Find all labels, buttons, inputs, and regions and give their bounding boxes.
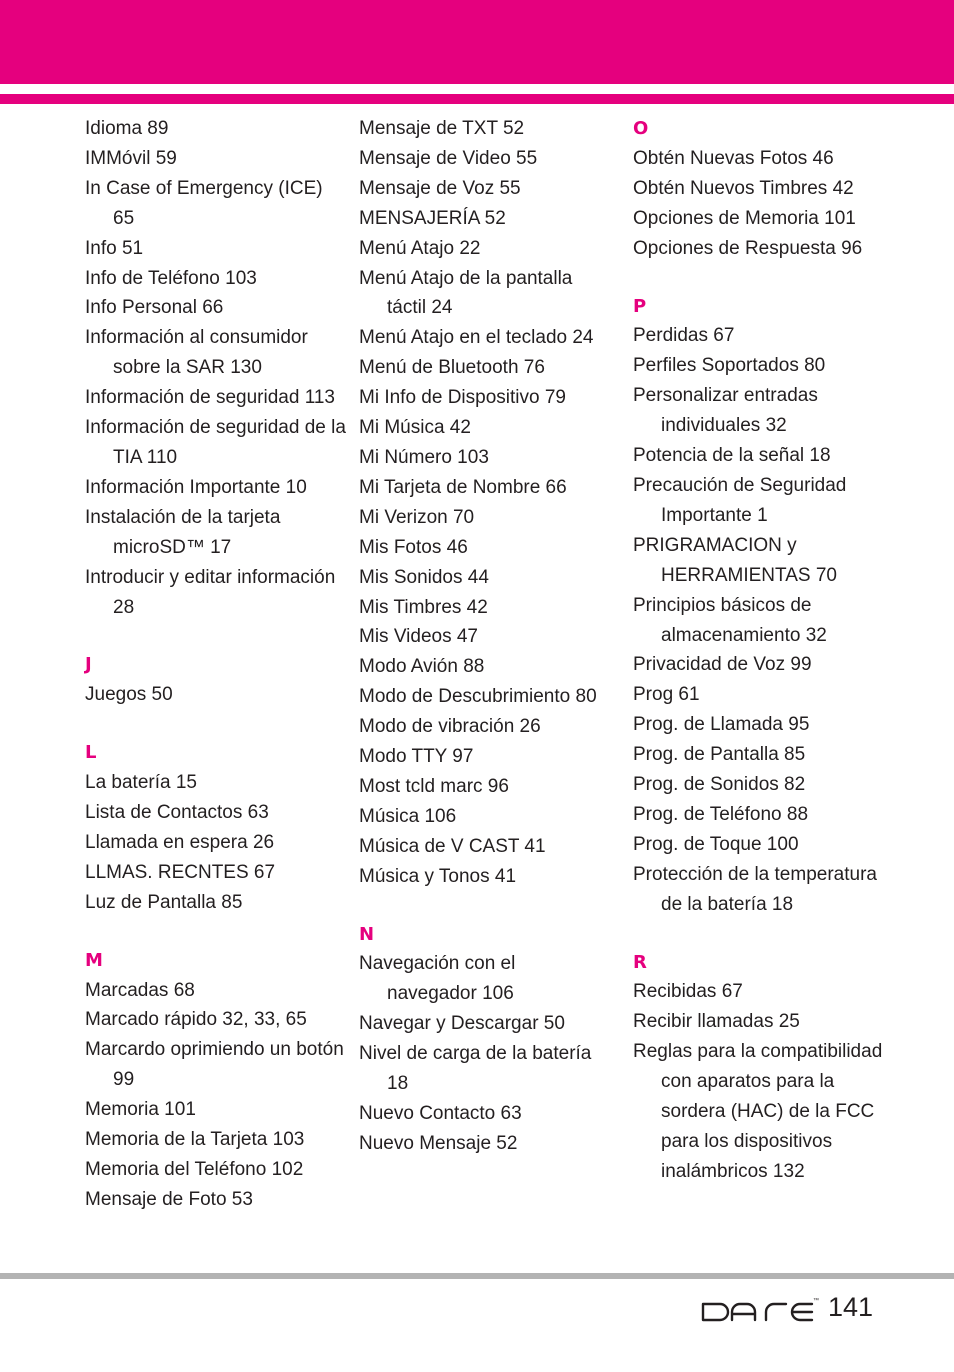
index-entry: Información Importante 10 bbox=[85, 476, 307, 498]
index-entry: Mensaje de Video 55 bbox=[359, 147, 538, 169]
index-entry: Opciones de Respuesta 96 bbox=[633, 237, 863, 259]
index-entry: Prog. de Toque 100 bbox=[633, 833, 799, 855]
index-entry: Perdidas 67 bbox=[633, 325, 735, 347]
index-entry: Most tcld marc 96 bbox=[359, 775, 509, 797]
index-entry: Navegar y Descargar 50 bbox=[359, 1013, 565, 1035]
index-entry: Marcardo oprimiendo un botón 99 bbox=[85, 1039, 344, 1091]
index-entry: Prog 61 bbox=[633, 684, 700, 706]
index-entry: Mi Info de Dispositivo 79 bbox=[359, 387, 566, 409]
index-entry: Modo TTY 97 bbox=[359, 746, 474, 768]
index-entry: Instalación de la tarjeta microSD™ 17 bbox=[85, 506, 281, 558]
section-letter: R bbox=[633, 951, 647, 973]
section-letter: L bbox=[85, 742, 97, 764]
index-entry: Obtén Nuevas Fotos 46 bbox=[633, 147, 834, 169]
index-entry: Mensaje de Foto 53 bbox=[85, 1188, 253, 1210]
index-entry: Mis Videos 47 bbox=[359, 626, 478, 648]
index-entry: Música y Tonos 41 bbox=[359, 865, 517, 887]
index-entry: La batería 15 bbox=[85, 772, 197, 794]
index-entry: Juegos 50 bbox=[85, 684, 173, 706]
index-entry: Información de seguridad 113 bbox=[85, 387, 335, 409]
index-entry: Reglas para la compatibilidad con aparatos para la sordera (HAC) de la FCC para los dispositivos inalámbricos 132 bbox=[633, 1041, 883, 1182]
index-entry: Menú Atajo 22 bbox=[359, 237, 481, 259]
index-entry: Privacidad de Voz 99 bbox=[633, 654, 812, 676]
index-entry: Recibir llamadas 25 bbox=[633, 1011, 800, 1033]
index-entry: Memoria 101 bbox=[85, 1099, 196, 1121]
index-entry: Info 51 bbox=[85, 237, 144, 259]
index-entry: Prog. de Llamada 95 bbox=[633, 714, 810, 736]
index-column-1 bbox=[85, 114, 347, 1215]
index-entry: Música 106 bbox=[359, 805, 457, 827]
index-entry: Luz de Pantalla 85 bbox=[85, 891, 243, 913]
trademark-mark: ™ bbox=[813, 1298, 819, 1304]
page-footer bbox=[700, 1288, 874, 1332]
index-entry: Mi Verizon 70 bbox=[359, 506, 475, 528]
index-entry: Música de V CAST 41 bbox=[359, 835, 546, 857]
index-entry: Protección de la temperatura de la batería 18 bbox=[633, 863, 877, 915]
index-entry: Info de Teléfono 103 bbox=[85, 267, 257, 289]
index-entry: Menú Atajo de la pantalla táctil 24 bbox=[359, 267, 573, 319]
index-entry: Modo de Descubrimiento 80 bbox=[359, 686, 597, 708]
index-entry: In Case of Emergency (ICE) 65 bbox=[85, 177, 323, 229]
index-entry: Lista de Contactos 63 bbox=[85, 802, 269, 824]
index-entry: Principios básicos de almacenamiento 32 bbox=[633, 594, 827, 646]
index-entry: Información de seguridad de la TIA 110 bbox=[85, 417, 346, 468]
section-letter: O bbox=[633, 118, 649, 139]
index-entry: Nuevo Mensaje 52 bbox=[359, 1132, 518, 1154]
section-letter: J bbox=[85, 654, 92, 676]
index-entry: Prog. de Pantalla 85 bbox=[633, 744, 806, 766]
index-entry: Marcado rápido 32, 33, 65 bbox=[85, 1009, 307, 1031]
index-entry: Información al consumidor sobre la SAR 130 bbox=[85, 327, 308, 379]
header-rule bbox=[0, 94, 954, 104]
index-entry: MENSAJERÍA 52 bbox=[359, 207, 506, 229]
index-entry: Perfiles Soportados 80 bbox=[633, 355, 826, 377]
index-entry: Prog. de Teléfono 88 bbox=[633, 803, 809, 825]
index-entry: Obtén Nuevos Timbres 42 bbox=[633, 177, 854, 199]
index-entry: Marcadas 68 bbox=[85, 979, 195, 1001]
index-entry: Mensaje de TXT 52 bbox=[359, 118, 525, 139]
index-entry: Introducir y editar información 28 bbox=[85, 566, 336, 618]
index-entry: Mis Fotos 46 bbox=[359, 536, 468, 558]
index-entry: Mensaje de Voz 55 bbox=[359, 177, 521, 199]
index-entry: Mi Música 42 bbox=[359, 417, 471, 439]
index-column-3 bbox=[633, 114, 883, 1187]
index-entry: IMMóvil 59 bbox=[85, 147, 177, 169]
section-letter: M bbox=[85, 949, 103, 971]
index-entry: Personalizar entradas individuales 32 bbox=[633, 385, 818, 437]
section-letter: P bbox=[633, 295, 647, 317]
index-entry: Precaución de Seguridad Importante 1 bbox=[633, 474, 847, 526]
footer-rule bbox=[0, 1273, 954, 1279]
dare-logo bbox=[700, 1296, 818, 1326]
index-entry: Menú Atajo en el teclado 24 bbox=[359, 327, 594, 349]
index-entry: Nuevo Contacto 63 bbox=[359, 1103, 522, 1124]
index-entry: Idioma 89 bbox=[85, 118, 169, 139]
index-entry: Info Personal 66 bbox=[85, 297, 224, 319]
index-entry: Recibidas 67 bbox=[633, 981, 743, 1003]
index-entry: Mis Timbres 42 bbox=[359, 596, 488, 618]
index-entry: Mi Tarjeta de Nombre 66 bbox=[359, 476, 567, 498]
index-entry: Modo Avión 88 bbox=[359, 656, 485, 678]
index-entry: LLMAS. RECNTES 67 bbox=[85, 861, 276, 883]
index-entry: Memoria del Teléfono 102 bbox=[85, 1159, 304, 1180]
index-column-2 bbox=[359, 114, 599, 1159]
section-letter: N bbox=[359, 923, 375, 945]
index-entry: Modo de vibración 26 bbox=[359, 716, 541, 738]
header-color-band bbox=[0, 0, 954, 84]
index-entry: Mis Sonidos 44 bbox=[359, 566, 489, 588]
page-number: 141 bbox=[828, 1292, 874, 1322]
index-entry: Nivel de carga de la batería 18 bbox=[359, 1043, 592, 1095]
index-entry: Prog. de Sonidos 82 bbox=[633, 774, 806, 796]
index-entry: Opciones de Memoria 101 bbox=[633, 207, 856, 229]
index-entry: Menú de Bluetooth 76 bbox=[359, 357, 545, 379]
index-entry: Navegación con el navegador 106 bbox=[359, 953, 516, 1005]
index-entry: Memoria de la Tarjeta 103 bbox=[85, 1129, 305, 1151]
index-entry: Mi Número 103 bbox=[359, 446, 489, 468]
index-entry: Llamada en espera 26 bbox=[85, 831, 275, 853]
index-entry: Potencia de la señal 18 bbox=[633, 445, 831, 467]
index-entry: PRIGRAMACION y HERRAMIENTAS 70 bbox=[633, 534, 837, 586]
